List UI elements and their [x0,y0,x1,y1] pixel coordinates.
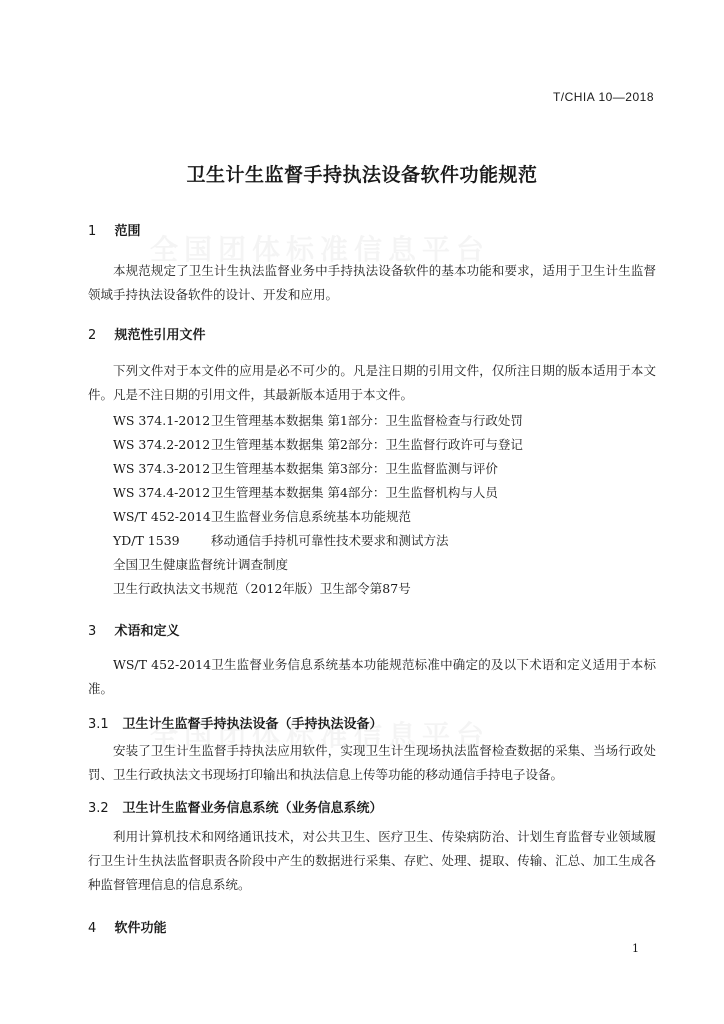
section-number: 3 [88,624,97,639]
reference-item [113,435,523,453]
reference-code: WS 374.1-2012 [113,413,211,428]
section-number: 3.1 [88,717,109,732]
reference-item [113,483,498,501]
reference-code: YD/T 1539 [113,533,180,548]
subsection-heading [88,713,383,732]
reference-code: WS 374.2-2012 [113,437,211,452]
document-id: T/CHIA 10—2018 [552,90,654,104]
reference-title: 卫生监督业务信息系统基本功能规范 [211,509,412,524]
section-heading [88,917,167,936]
reference-code: WS/T 452-2014 [113,509,211,524]
reference-title: 移动通信手持机可靠性技术要求和测试方法 [211,533,449,548]
section-heading [88,220,141,239]
section-heading [88,620,180,639]
section-number: 4 [88,921,97,936]
section-number: 1 [88,224,97,239]
section-title: 术语和定义 [114,624,180,639]
section-number: 2 [88,328,97,343]
section-body: WS/T 452-2014卫生监督业务信息系统基本功能规范标准中确定的及以下术语和定义适用于本标准。 [88,657,656,696]
section-body: 本规范规定了卫生计生执法监督业务中手持执法设备软件的基本功能和要求，适用于卫生计生监督领域手持执法设备软件的设计、开发和应用。 [88,263,656,302]
section-title: 软件功能 [114,921,167,936]
page-number: 1 [632,942,639,955]
subsection-heading [88,797,383,816]
section-heading [88,324,206,343]
reference-item [113,531,449,549]
reference-item [113,411,523,429]
reference-item [113,459,498,477]
document-title: 卫生计生监督手持执法设备软件功能规范 [186,164,538,186]
section-body: 下列文件对于本文件的应用是必不可少的。凡是注日期的引用文件，仅所注日期的版本适用于本文件。凡是不注日期的引用文件，其最新版本适用于本文件。 [88,363,656,402]
reference-item: 全国卫生健康监督统计调查制度 [113,557,289,572]
section-title: 卫生计生监督手持执法设备（手持执法设备） [122,717,383,732]
section-title: 范围 [114,224,141,239]
reference-title: 卫生管理基本数据集 第2部分：卫生监督行政许可与登记 [211,437,523,452]
reference-code: WS 374.3-2012 [113,461,211,476]
reference-title: 卫生管理基本数据集 第1部分：卫生监督检查与行政处罚 [211,413,523,428]
reference-title: 卫生管理基本数据集 第4部分：卫生监督机构与人员 [211,485,498,500]
reference-title: 卫生管理基本数据集 第3部分：卫生监督监测与评价 [211,461,498,476]
section-body: 利用计算机技术和网络通讯技术，对公共卫生、医疗卫生、传染病防治、计划生育监督专业领域履行卫生计生执法监督职责各阶段中产生的数据进行采集、存贮、处理、提取、传输、汇总、加工生成各种监督管理信息的信息系统。 [88,829,656,892]
section-title: 规范性引用文件 [114,328,206,343]
reference-code: WS 374.4-2012 [113,485,211,500]
section-number: 3.2 [88,801,109,816]
reference-item [113,507,411,525]
section-title: 卫生计生监督业务信息系统（业务信息系统） [122,801,383,816]
section-body: 安装了卫生计生监督手持执法应用软件，实现卫生计生现场执法监督检查数据的采集、当场行政处罚、卫生行政执法文书现场打印输出和执法信息上传等功能的移动通信手持电子设备。 [88,743,656,782]
reference-item: 卫生行政执法文书规范（2012年版）卫生部令第87号 [113,581,411,596]
